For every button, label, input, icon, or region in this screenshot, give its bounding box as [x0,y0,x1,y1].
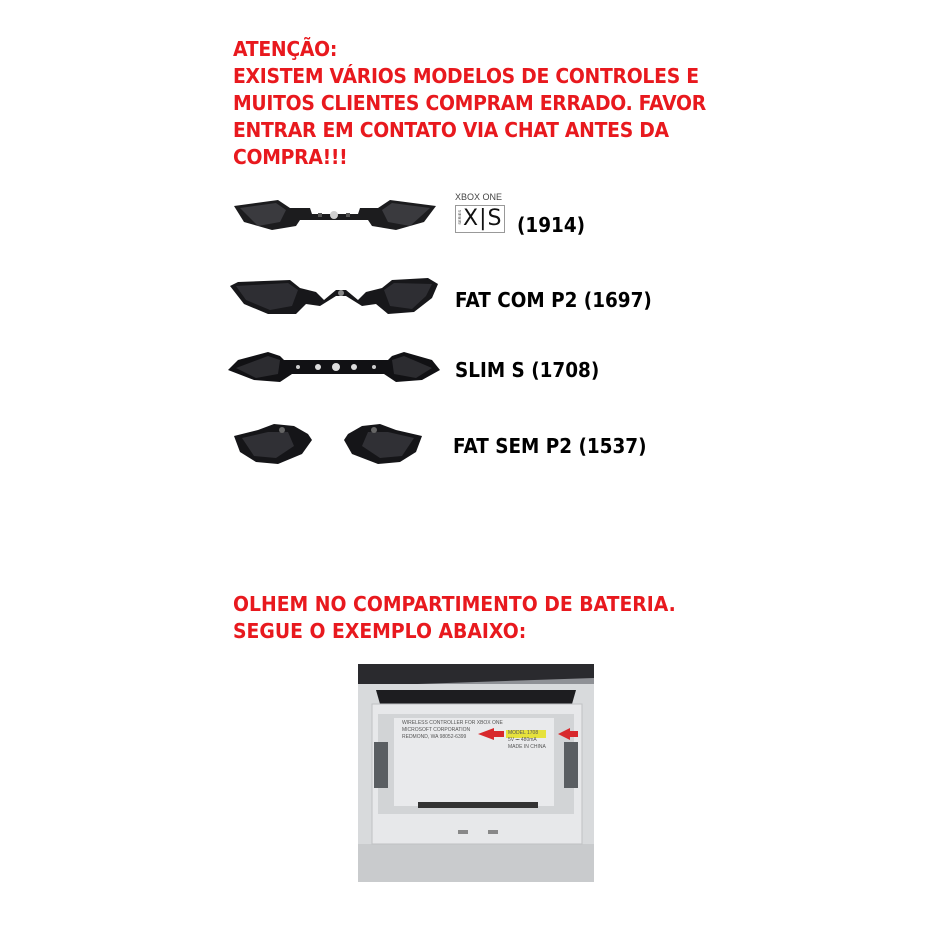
warning-text [233,36,759,171]
xbox-one-text: XBOX ONE [455,192,503,202]
photo-model-line: MODEL 1708 [508,730,539,736]
bumper-image-series-xs [228,192,448,240]
warning-line: ENTRAR EM CONTATO VIA CHAT ANTES DA [233,118,669,142]
warning-line: COMPRA!!! [233,145,348,169]
photo-label-line: WIRELESS CONTROLLER FOR XBOX ONE [402,720,503,726]
bumper-image-slim-s [228,350,448,390]
warning-line: MUITOS CLIENTES COMPRAM ERRADO. FAVOR [233,91,706,115]
photo-label-line: REDMOND, WA 98052-6399 [402,734,467,740]
xs-text: X|S [463,206,503,231]
battery-compartment-photo [358,664,594,882]
bumper-image-fat-com-p2 [228,276,448,324]
warning-line: EXISTEM VÁRIOS MODELOS DE CONTROLES E [233,64,699,88]
instruction-line: SEGUE O EXEMPLO ABAIXO: [233,619,527,643]
model-label-1914: (1914) [517,213,586,237]
model-label-fat-com-p2: FAT COM P2 (1697) [455,288,652,312]
photo-label-line: 5V ⎓ 480mA [508,737,537,743]
warning-line: ATENÇÃO: [233,37,338,61]
series-text: SERIES [457,210,462,225]
bumper-image-fat-sem-p2 [228,420,448,470]
photo-label-line: MADE IN CHINA [508,744,546,750]
instruction-line: OLHEM NO COMPARTIMENTO DE BATERIA. [233,592,676,616]
model-label-fat-sem-p2: FAT SEM P2 (1537) [453,434,647,458]
xbox-series-logo [455,192,517,240]
model-label-slim-s: SLIM S (1708) [455,358,600,382]
series-xs-badge [455,205,505,233]
instruction-text [233,591,676,645]
photo-label-line: MICROSOFT CORPORATION [402,727,471,733]
